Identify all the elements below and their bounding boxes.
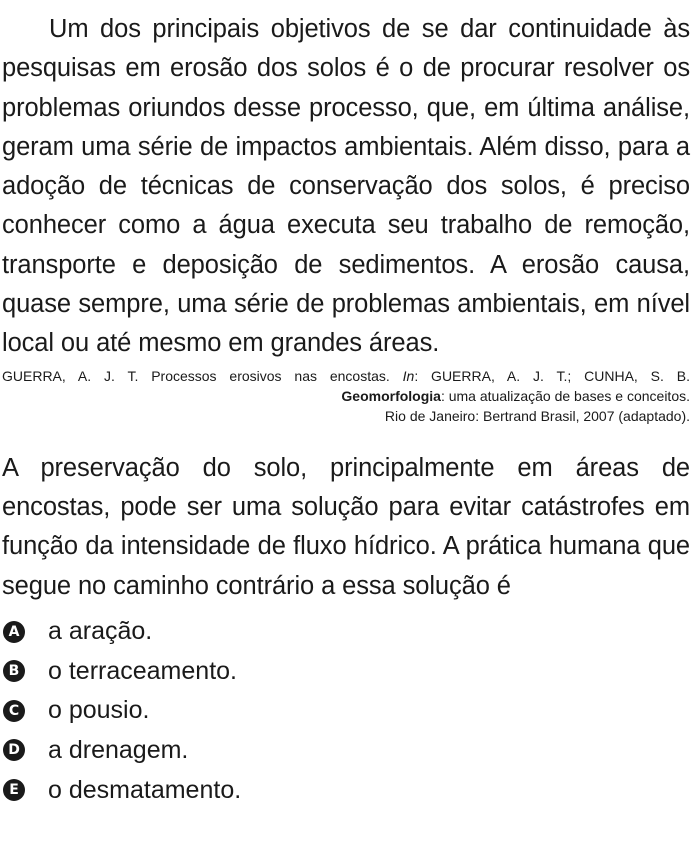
- option-c-letter-badge: C: [3, 700, 25, 722]
- citation: [2, 366, 690, 426]
- citation-line-2: [2, 386, 690, 406]
- option-e-text: o desmatamento.: [48, 775, 242, 804]
- answer-options: [2, 612, 690, 810]
- citation-book-title: Geomorfologia: [341, 387, 441, 404]
- option-a-text: a aração.: [48, 617, 153, 646]
- option-d[interactable]: [2, 731, 690, 771]
- citation-author-title: GUERRA, A. J. T. Processos erosivos nas encostas.: [2, 367, 403, 384]
- option-d-letter-badge: D: [3, 739, 25, 761]
- option-d-text: a drenagem.: [48, 735, 189, 764]
- option-a-letter-badge: A: [3, 621, 25, 643]
- option-c-text: o pousio.: [48, 696, 150, 725]
- option-a[interactable]: [2, 612, 690, 652]
- option-c[interactable]: [2, 691, 690, 731]
- question-stem: A preservação do solo, principalmente em áreas de encostas, pode ser uma solução para evitar catástrofes em função da intensidade de fluxo hídrico. A prática humana que segue no caminho contrário a essa solução é: [2, 453, 690, 600]
- citation-line-3: Rio de Janeiro: Bertrand Brasil, 2007 (adaptado).: [384, 407, 690, 424]
- option-e-letter-badge: E: [3, 779, 25, 801]
- citation-editors: : GUERRA, A. J. T.; CUNHA, S. B.: [414, 367, 690, 384]
- passage-text: Um dos principais objetivos de se dar continuidade às pesquisas em erosão dos solos é o de procurar resolver os problemas oriundos desse processo, que, em última análise, geram uma série de impactos ambientais. Além disso, para a adoção de técnicas de conservação dos solos, é preciso conhecer como a água executa seu trabalho de remoção, transporte e deposição de sedimentos. A erosão causa, quase sempre, uma série de problemas ambientais, em nível local ou até mesmo em grandes áreas.: [2, 15, 690, 358]
- citation-book-subtitle: : uma atualização de bases e conceitos.: [440, 387, 690, 404]
- citation-in: In: [402, 367, 415, 384]
- option-e[interactable]: [2, 770, 690, 810]
- option-b-text: o terraceamento.: [48, 656, 237, 685]
- option-b-letter-badge: B: [3, 660, 25, 682]
- citation-line-1: [2, 366, 690, 386]
- option-b[interactable]: [2, 651, 690, 691]
- question-page: [2, 10, 690, 826]
